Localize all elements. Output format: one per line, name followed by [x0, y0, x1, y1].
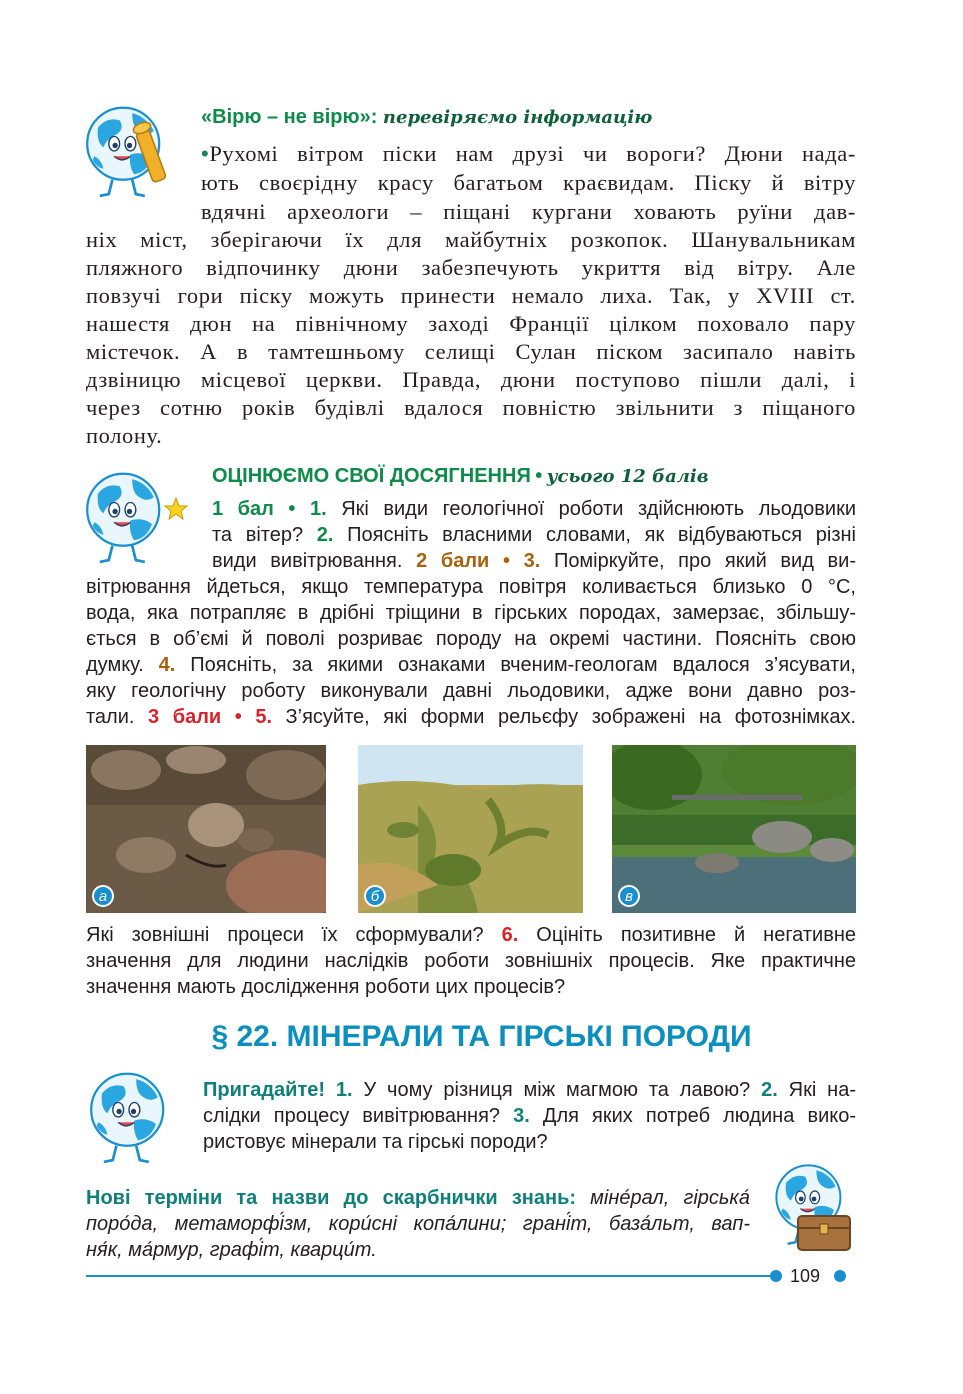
block2-line-4: вітрювання йдеться, якщо температура повітря коливається близько 0 °С,: [86, 576, 856, 598]
question-number: 3.: [513, 1105, 530, 1127]
photo-c-river: [612, 745, 856, 913]
block2-line-11: значення для людини наслідків роботи зовнішніх процесів. Яке практичне: [86, 950, 856, 972]
question-number: 4.: [158, 654, 176, 676]
block2-line-3: [212, 550, 856, 573]
block1-line-10: через сотню років будівлі вдалося повністю звільнити з піщаного: [86, 395, 856, 420]
question-text: та вітер?: [212, 524, 317, 546]
photo-label-a: а: [92, 885, 114, 907]
remember-line-3: ристовує мінерали та гірські породи?: [203, 1131, 548, 1153]
photo-label-b: б: [364, 885, 386, 907]
terms-label: Нові терміни та назви до скарбнички знань:: [86, 1187, 577, 1209]
achievements-subtitle: усього 12 балів: [546, 466, 709, 487]
block2-line-5: вода, яка потрапляє в дрібні тріщини в гірських породах, замерзає, збільшу-: [86, 602, 856, 624]
terms-line-1: [86, 1187, 750, 1210]
block2-line-6: ється в об’ємі й поволі розриває породу на окремі частини. Поясніть свою: [86, 628, 856, 650]
question-number: 6.: [501, 924, 519, 946]
section-title: § 22. МІНЕРАЛИ ТА ГІРСЬКІ ПОРОДИ: [211, 1020, 752, 1053]
question-text: Які види геологічної роботи здійснюють льодовики: [326, 498, 856, 520]
remember-label: Пригадайте! 1.: [203, 1079, 353, 1101]
footer-dot-icon: [770, 1270, 782, 1282]
block1-line-9: дзвіницю місцевої церкви. Правда, дюни поступово пішли далі, і: [86, 367, 856, 392]
paragraph-line: Рухомі вітром піски нам друзі чи вороги? Дюни нада-: [209, 141, 856, 166]
rocks-photo-icon: [86, 745, 326, 913]
ravine-photo-icon: [358, 745, 583, 913]
block1-line-4: ніх міст, зберігаючи їх для майбутніх розкопок. Шанувальникам: [86, 227, 856, 252]
terms-list: міне́рал, гірська́: [576, 1187, 750, 1209]
question-text: Які зовнішні процеси їх сформували?: [86, 924, 502, 946]
block1-line-8: містечок. А в тамтешньому селищі Сулан піском засипало навіть: [86, 339, 856, 364]
question-text: Для яких потреб людина вико-: [529, 1105, 856, 1127]
question-text: Поясніть власними словами, як відбуваються різні: [333, 524, 857, 546]
bullet-icon: •: [535, 465, 543, 487]
mascot-globe-star-icon: [80, 466, 190, 566]
block1-line-7: нашестя дюн на північному заході Франції цілком поховало пару: [86, 311, 856, 336]
footer-dot-icon: [834, 1270, 846, 1282]
mascot-globe-chest-icon: [770, 1158, 860, 1258]
terms-line-3: ня́к, ма́рмур, графі́т, кварци́т.: [86, 1239, 377, 1261]
question-number: 2.: [316, 524, 334, 546]
question-text: З’ясуйте, які форми рельєфу зображені на фотознімках.: [272, 706, 857, 728]
achievements-header: [212, 465, 709, 488]
block2-line-2: [212, 524, 856, 547]
block2-line-1: [212, 498, 856, 521]
believe-header: [201, 106, 652, 129]
block1-line-1: [201, 141, 856, 167]
question-text: У чому різниця між магмою та лавою?: [352, 1079, 762, 1101]
question-text: Оцініть позитивне й негативне: [518, 924, 856, 946]
question-text: тали.: [86, 706, 149, 728]
score-label: 1 бал • 1.: [212, 498, 327, 520]
block1-line-6: повзучі гори піску можуть принести немало лиха. Так, у XVIII ст.: [86, 283, 856, 308]
block1-line-11: полону.: [86, 423, 163, 448]
river-photo-icon: [612, 745, 856, 913]
score-label: 3 бали • 5.: [148, 706, 272, 728]
question-text: види вивітрювання.: [212, 550, 417, 572]
mascot-globe-icon: [84, 1066, 179, 1166]
block2-line-7: [86, 654, 856, 677]
block2-line-12: значення мають дослідження роботи цих процесів?: [86, 976, 566, 998]
mascot-globe-telescope-icon: [80, 100, 185, 200]
question-text: думку.: [86, 654, 159, 676]
question-text: Які на-: [777, 1079, 856, 1101]
question-number: 2.: [761, 1079, 778, 1101]
believe-subtitle: перевіряємо інформацію: [382, 107, 653, 128]
photo-b-ravine: [358, 745, 583, 913]
score-label: 2 бали • 3.: [416, 550, 541, 572]
question-text: Поясніть, за якими ознаками вченим-геологам вдалося з’ясувати,: [175, 654, 856, 676]
question-text: Поміркуйте, про який вид ви-: [540, 550, 857, 572]
terms-line-2: поро́да, метаморфі́зм, кори́сні копа́лини; грані́т, база́льт, вап-: [86, 1213, 750, 1235]
photo-label-c: в: [618, 885, 640, 907]
block2-line-8: яку геологічну роботу виконували давні льодовики, адже вони давно роз-: [86, 680, 856, 702]
believe-title: «Вірю – не вірю»:: [201, 106, 378, 128]
achievements-title: ОЦІНЮЄМО СВОЇ ДОСЯГНЕННЯ: [212, 465, 531, 487]
page-number: 109: [790, 1266, 821, 1286]
block1-line-5: пляжного відпочинку дюни забезпечують укриття від вітру. Але: [86, 255, 856, 280]
bullet-icon: •: [201, 141, 210, 166]
question-text: слідки процесу вивітрювання?: [203, 1105, 514, 1127]
block1-line-2: ють своєрідну красу багатьом краєвидам. Піску й вітру: [201, 170, 856, 195]
block1-line-3: вдячні археологи – піщані кургани ховають руїни дав-: [201, 199, 856, 224]
footer-rule: [86, 1275, 772, 1277]
block2-line-9: [86, 706, 856, 729]
remember-line-2: [203, 1105, 856, 1128]
block2-line-10: [86, 924, 856, 947]
remember-line-1: [203, 1079, 856, 1102]
photo-a-rocks: [86, 745, 326, 913]
